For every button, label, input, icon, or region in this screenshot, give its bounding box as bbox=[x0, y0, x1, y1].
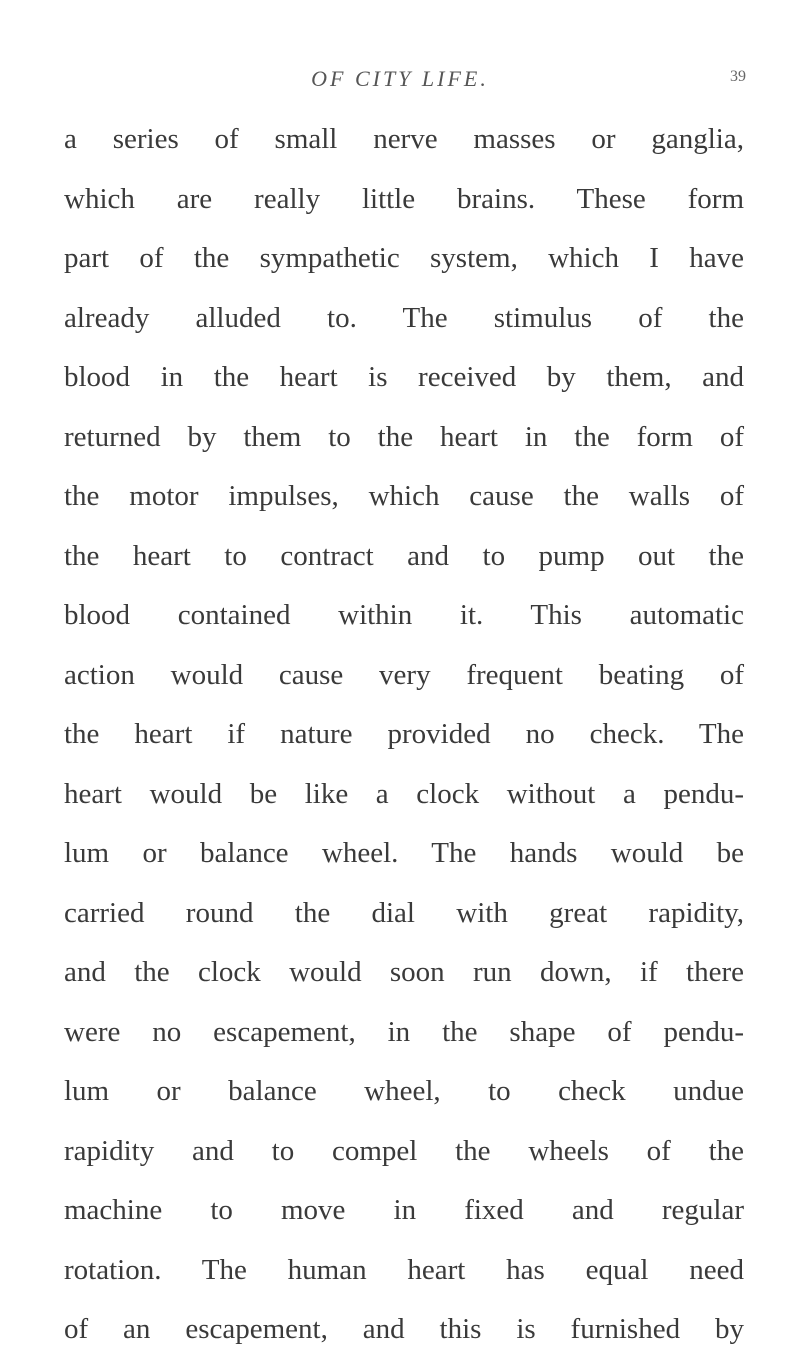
text-line: action would cause very frequent beating of bbox=[64, 658, 744, 691]
text-line: carried round the dial with great rapidity, bbox=[64, 896, 744, 929]
running-head bbox=[0, 66, 800, 96]
text-line: the motor impulses, which cause the walls of bbox=[64, 480, 744, 512]
text-line: were no escapement, in the shape of pendu- bbox=[64, 1015, 744, 1048]
text-line: the heart if nature provided no check. The bbox=[64, 718, 744, 750]
text-line: part of the sympathetic system, which I have bbox=[64, 242, 744, 274]
text-line: blood contained within it. This automatic bbox=[64, 599, 744, 631]
text-line: lum or balance wheel. The hands would be bbox=[64, 837, 744, 869]
text-line: which are really little brains. These form bbox=[64, 182, 744, 215]
text-line: rapidity and to compel the wheels of the bbox=[64, 1134, 744, 1167]
text-line: returned by them to the heart in the form of bbox=[64, 420, 744, 453]
running-title: OF CITY LIFE. bbox=[311, 66, 489, 91]
text-line: blood in the heart is received by them, and bbox=[64, 361, 744, 393]
text-line: and the clock would soon run down, if there bbox=[64, 956, 744, 988]
text-line: heart would be like a clock without a pendu- bbox=[64, 777, 744, 810]
text-line: already alluded to. The stimulus of the bbox=[64, 301, 744, 334]
text-line: rotation. The human heart has equal need bbox=[64, 1253, 744, 1286]
text-line: lum or balance wheel, to check undue bbox=[64, 1075, 744, 1107]
text-line: the heart to contract and to pump out the bbox=[64, 539, 744, 572]
text-line: machine to move in fixed and regular bbox=[64, 1194, 744, 1226]
text-line: a series of small nerve masses or ganglia, bbox=[64, 123, 744, 155]
page-number: 39 bbox=[730, 68, 746, 85]
body-text bbox=[64, 110, 744, 1360]
text-line: of an escapement, and this is furnished by bbox=[64, 1313, 744, 1345]
